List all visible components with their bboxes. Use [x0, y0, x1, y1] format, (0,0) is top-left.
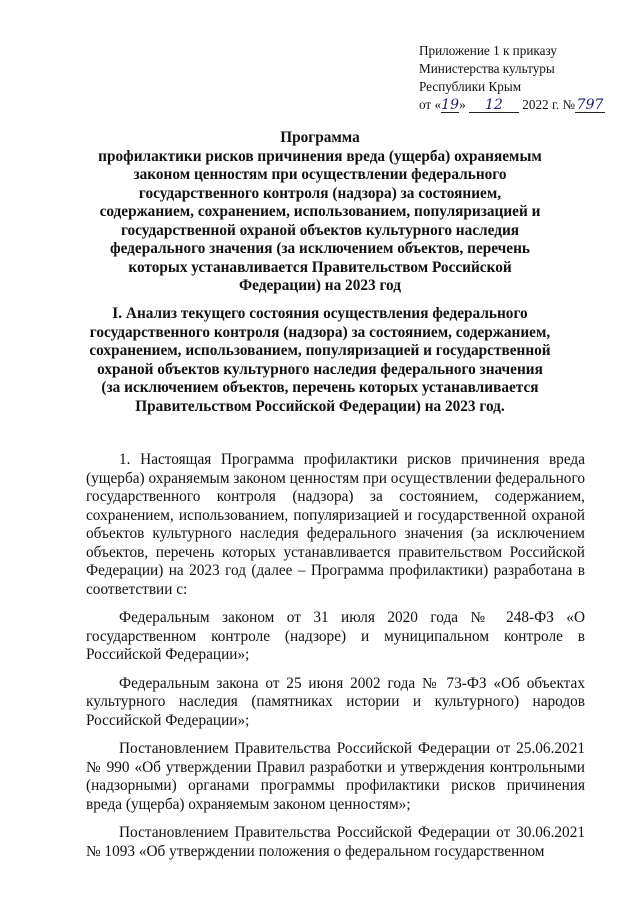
section-heading: I. Анализ текущего состояния осуществления федерального государственного контроля (надзора) за состоянием, содержанием, сохранением, использованием, популяризацией и государственной охраной объектов культурного наследия федерального значения (за исключением объектов, перечень которых устанавливается Правительством Российской Федерации) на 2023 год.	[89, 305, 551, 415]
date-prefix: от «	[419, 97, 442, 112]
paragraph: Постановлением Правительства Российской Федерации от 25.06.2021 № 990 «Об утверждении Правил разработки и утверждения контрольными (надзорными) органами программы профилактики рисков причинения вреда (ущерба) охраняемым законом ценностям»;	[86, 740, 585, 813]
date-month: 12	[485, 97, 503, 113]
document-body	[86, 451, 585, 871]
order-number: 797	[576, 97, 604, 113]
date-mid: »	[459, 97, 466, 112]
appendix-line: Приложение 1 к приказу	[419, 43, 557, 58]
date-month-field	[469, 98, 519, 113]
appendix-line: Республики Крым	[419, 79, 522, 94]
date-year: 2022 г. №	[522, 97, 576, 112]
paragraph: Федеральным закона от 25 июня 2002 года № 73-ФЗ «Об объектах культурного наследия (памятниках истории и культурного) народов Российской Федерации»;	[86, 674, 585, 729]
date-day: 19	[441, 97, 459, 113]
program-title	[96, 129, 544, 296]
program-subtitle: профилактики рисков причинения вреда (ущерба) охраняемым законом ценностям при осуществлении федерального государственного контроля (надзора) за состоянием, содержанием, сохранением, использованием, популяризацией и государственной охраной объектов культурного наследия федерального значения (за исключением объектов, перечень которых устанавливается Правительством Российской Федерации) на 2023 год	[98, 147, 542, 294]
date-day-field	[441, 98, 459, 113]
program-heading: Программа	[280, 129, 360, 146]
appendix-date-line	[419, 96, 619, 114]
order-number-field	[575, 98, 605, 113]
paragraph: 1. Настоящая Программа профилактики рисков причинения вреда (ущерба) охраняемым законом ценностям при осуществлении федерального государственного контроля (надзора) за состоянием, содержанием, сохранением, использованием, популяризацией и государственной охраной объектов культурного наследия федерального значения (за исключением объектов, перечень которых устанавливается правительством Российской Федерации) на 2023 год (далее – Программа профилактики) разработана в соответствии с:	[86, 451, 585, 598]
paragraph: Федеральным законом от 31 июля 2020 года № 248-ФЗ «О государственном контроле (надзоре) и муниципальном контроле в Российской Федерации»;	[86, 609, 585, 663]
paragraph: Постановлением Правительства Российской Федерации от 30.06.2021 № 1093 «Об утверждении положения о федеральном государственном	[86, 824, 585, 860]
appendix-block	[419, 42, 619, 114]
appendix-line: Министерства культуры	[419, 61, 555, 76]
